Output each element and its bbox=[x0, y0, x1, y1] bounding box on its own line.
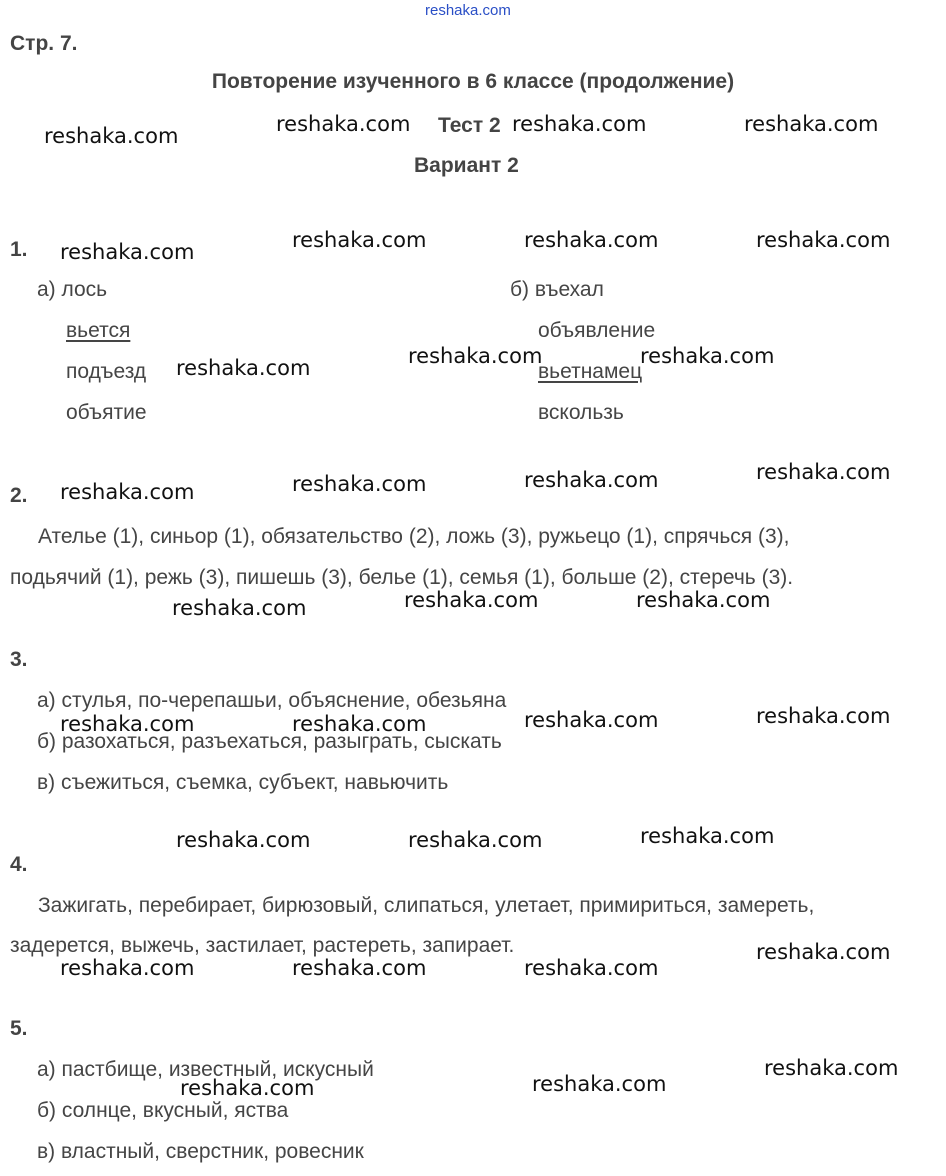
watermark: reshaka.com bbox=[276, 112, 411, 136]
watermark: reshaka.com bbox=[292, 472, 427, 496]
watermark: reshaka.com bbox=[408, 828, 543, 852]
task-2-line-1: Ателье (1), синьор (1), обязательство (2), ложь (3), ружьецо (1), спрячься (3), bbox=[38, 525, 790, 548]
task-3-a: а) стулья, по-черепашьи, объяснение, обезьяна bbox=[37, 689, 507, 712]
task-1-a-word-1: лось bbox=[61, 278, 108, 301]
watermark: reshaka.com bbox=[524, 956, 659, 980]
task-4-line-2: задерется, выжечь, застилает, растереть, запирает. bbox=[10, 934, 515, 957]
watermark: reshaka.com bbox=[756, 460, 891, 484]
watermark: reshaka.com bbox=[292, 712, 427, 736]
page-title: Повторение изученного в 6 классе (продолжение) bbox=[211, 70, 735, 93]
watermark: reshaka.com bbox=[404, 588, 539, 612]
watermark: reshaka.com bbox=[176, 828, 311, 852]
task-1-a-row-1 bbox=[37, 278, 107, 302]
watermark: reshaka.com bbox=[408, 344, 543, 368]
task-3-number: 3. bbox=[10, 648, 28, 671]
watermark: reshaka.com bbox=[756, 704, 891, 728]
watermark: reshaka.com bbox=[60, 712, 195, 736]
task-1-b-row-1 bbox=[510, 278, 604, 302]
watermark: reshaka.com bbox=[292, 228, 427, 252]
task-2-number: 2. bbox=[10, 484, 28, 507]
watermark: reshaka.com bbox=[176, 356, 311, 380]
watermark: reshaka.com bbox=[636, 588, 771, 612]
watermark: reshaka.com bbox=[744, 112, 879, 136]
task-3-b: б) разохаться, разъехаться, разыграть, сыскать bbox=[37, 730, 502, 753]
task-1-b-word-3: вьетнамец bbox=[538, 360, 643, 383]
task-1-b-word-4: вскользь bbox=[538, 401, 624, 424]
variant-title: Вариант 2 bbox=[414, 154, 519, 177]
task-1-a-word-3: подъезд bbox=[66, 360, 147, 383]
watermark: reshaka.com bbox=[640, 344, 775, 368]
watermark: reshaka.com bbox=[524, 468, 659, 492]
watermark: reshaka.com bbox=[180, 1076, 315, 1100]
task-5-a: а) пастбище, известный, искусный bbox=[37, 1058, 374, 1081]
test-title: Тест 2 bbox=[438, 114, 501, 137]
top-watermark: reshaka.com bbox=[425, 2, 511, 19]
watermark: reshaka.com bbox=[756, 228, 891, 252]
watermark: reshaka.com bbox=[60, 240, 195, 264]
watermark: reshaka.com bbox=[60, 956, 195, 980]
task-1-a-word-2: вьется bbox=[66, 319, 131, 342]
task-5-number: 5. bbox=[10, 1017, 28, 1040]
watermark: reshaka.com bbox=[172, 596, 307, 620]
task-5-b: б) солнце, вкусный, яства bbox=[37, 1099, 289, 1122]
task-3-c: в) съежиться, съемка, субъект, навьючить bbox=[37, 771, 449, 794]
task-1-b-label: б) bbox=[510, 278, 535, 301]
page-reference: Стр. 7. bbox=[10, 32, 78, 55]
watermark: reshaka.com bbox=[764, 1056, 899, 1080]
watermark: reshaka.com bbox=[640, 824, 775, 848]
task-4-line-1: Зажигать, перебирает, бирюзовый, слипаться, улетает, примириться, замереть, bbox=[38, 894, 815, 917]
watermark: reshaka.com bbox=[756, 940, 891, 964]
watermark: reshaka.com bbox=[512, 112, 647, 136]
task-4-number: 4. bbox=[10, 853, 28, 876]
task-1-b-word-2: объявление bbox=[538, 319, 656, 342]
watermark: reshaka.com bbox=[524, 708, 659, 732]
task-5-c: в) властный, сверстник, ровесник bbox=[37, 1140, 364, 1163]
task-2-line-2: подьячий (1), режь (3), пишешь (3), белье (1), семья (1), больше (2), стеречь (3). bbox=[10, 566, 794, 589]
task-1-a-label: а) bbox=[37, 278, 62, 301]
task-1-b-word-1: въехал bbox=[534, 278, 604, 301]
watermark: reshaka.com bbox=[532, 1072, 667, 1096]
task-1-a-word-4: объятие bbox=[66, 401, 147, 424]
watermark: reshaka.com bbox=[292, 956, 427, 980]
task-1-number: 1. bbox=[10, 238, 28, 261]
watermark: reshaka.com bbox=[44, 124, 179, 148]
watermark: reshaka.com bbox=[524, 228, 659, 252]
watermark: reshaka.com bbox=[60, 480, 195, 504]
